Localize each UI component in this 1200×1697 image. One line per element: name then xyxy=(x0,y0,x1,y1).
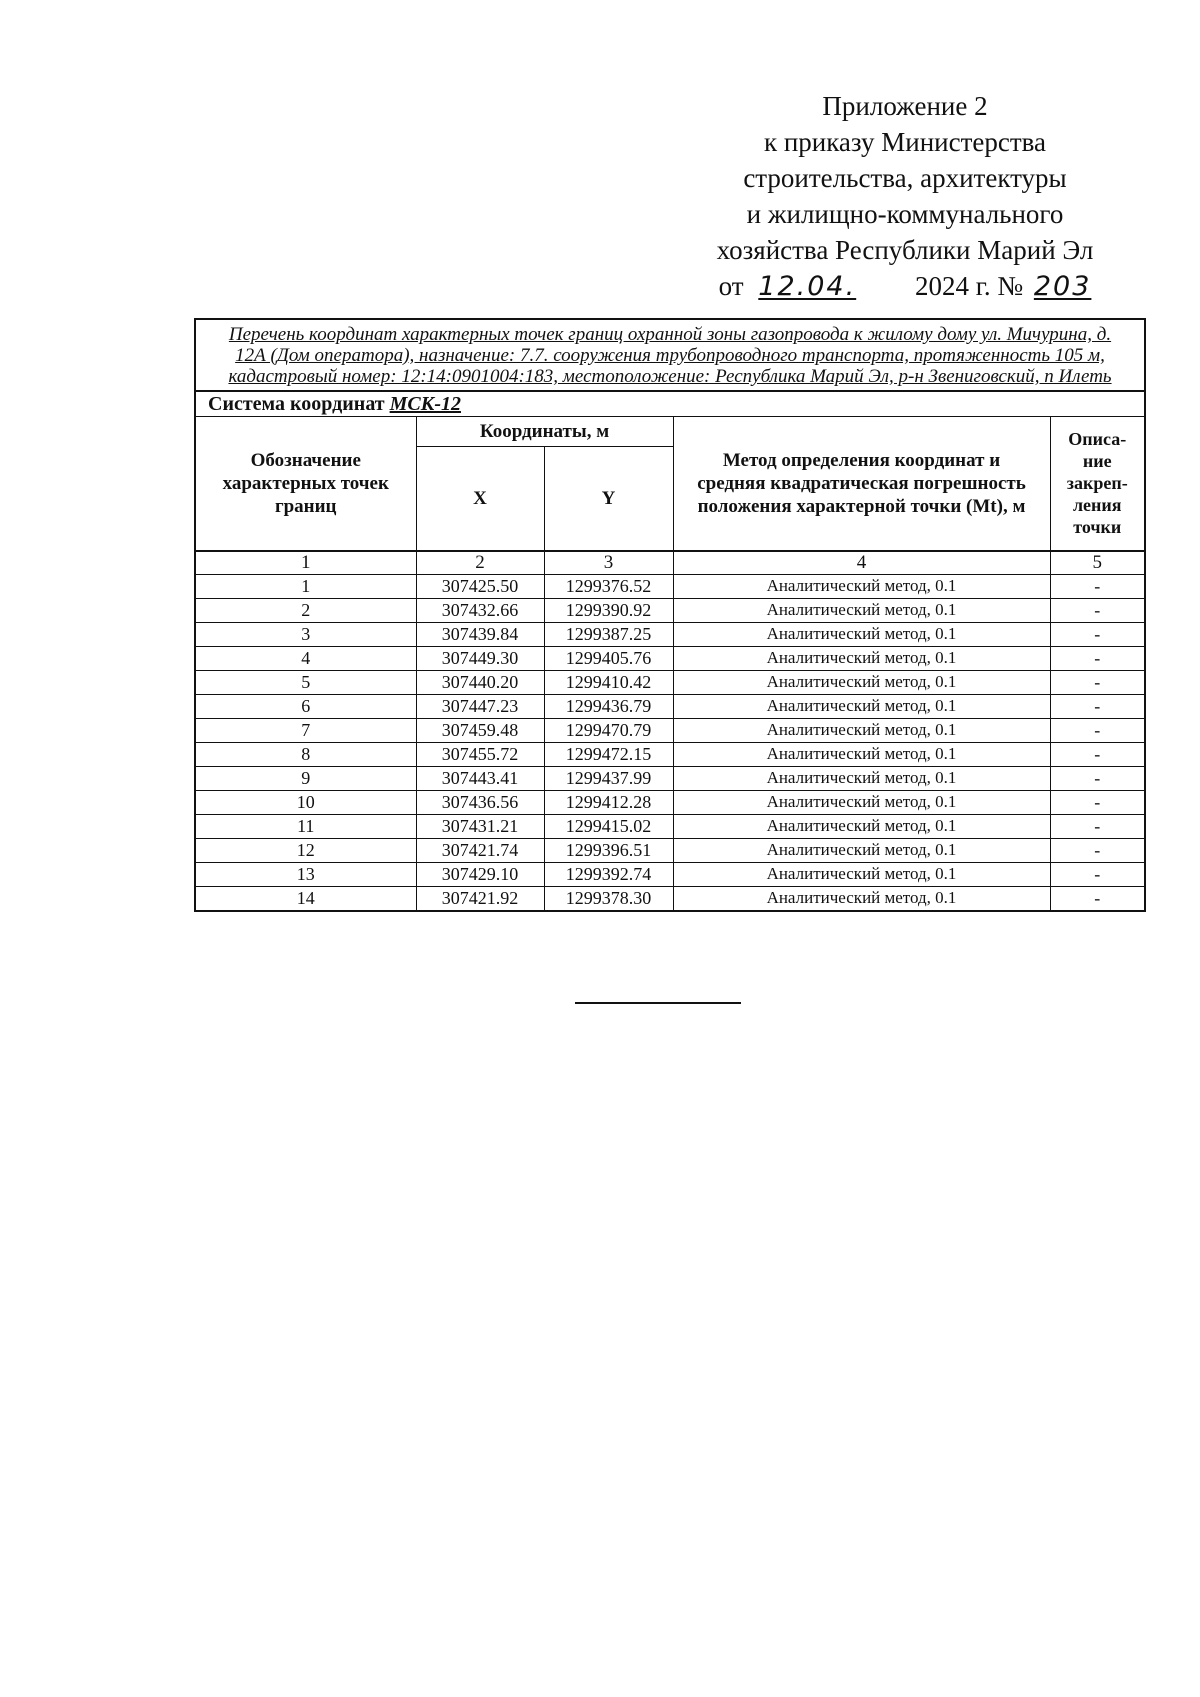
description-cell: - xyxy=(1050,838,1145,862)
description-cell: - xyxy=(1050,574,1145,598)
coordinate-system-value: МСК-12 xyxy=(389,393,461,415)
table-row xyxy=(195,574,1145,598)
x-coordinate-cell: 307455.72 xyxy=(416,742,544,766)
point-number-cell: 7 xyxy=(195,718,416,742)
header-coordinates: Координаты, м xyxy=(416,417,673,447)
y-coordinate-cell: 1299410.42 xyxy=(544,670,673,694)
table-row xyxy=(195,718,1145,742)
x-coordinate-cell: 307443.41 xyxy=(416,766,544,790)
coordinate-system xyxy=(195,391,1145,417)
y-coordinate-cell: 1299390.92 xyxy=(544,598,673,622)
method-cell: Аналитический метод, 0.1 xyxy=(673,814,1050,838)
x-coordinate-cell: 307432.66 xyxy=(416,598,544,622)
column-number: 4 xyxy=(673,551,1050,575)
point-number-cell: 4 xyxy=(195,646,416,670)
y-coordinate-cell: 1299387.25 xyxy=(544,622,673,646)
coordinate-system-label: Система координат xyxy=(208,393,385,415)
x-coordinate-cell: 307449.30 xyxy=(416,646,544,670)
description-cell: - xyxy=(1050,718,1145,742)
method-cell: Аналитический метод, 0.1 xyxy=(673,694,1050,718)
method-cell: Аналитический метод, 0.1 xyxy=(673,838,1050,862)
x-coordinate-cell: 307421.92 xyxy=(416,886,544,911)
point-number-cell: 6 xyxy=(195,694,416,718)
method-cell: Аналитический метод, 0.1 xyxy=(673,598,1050,622)
handwritten-date: 12.04. xyxy=(758,271,857,302)
column-number: 5 xyxy=(1050,551,1145,575)
column-number: 3 xyxy=(544,551,673,575)
header-method: Метод определения координат и средняя квадратическая погрешность положения характерной точки (Mt), м xyxy=(673,417,1050,551)
table-row xyxy=(195,670,1145,694)
y-coordinate-cell: 1299472.15 xyxy=(544,742,673,766)
y-coordinate-cell: 1299437.99 xyxy=(544,766,673,790)
appendix-ministry-line-1: строительства, архитектуры xyxy=(743,163,1067,193)
description-cell: - xyxy=(1050,766,1145,790)
point-number-cell: 2 xyxy=(195,598,416,622)
method-cell: Аналитический метод, 0.1 xyxy=(673,646,1050,670)
appendix-ministry-line-2: и жилищно-коммунального xyxy=(746,199,1064,229)
y-coordinate-cell: 1299415.02 xyxy=(544,814,673,838)
table-row xyxy=(195,838,1145,862)
point-number-cell: 12 xyxy=(195,838,416,862)
x-coordinate-cell: 307429.10 xyxy=(416,862,544,886)
method-cell: Аналитический метод, 0.1 xyxy=(673,742,1050,766)
point-number-cell: 10 xyxy=(195,790,416,814)
header-designation: Обозначение характерных точек границ xyxy=(195,417,416,551)
description-cell: - xyxy=(1050,862,1145,886)
x-coordinate-cell: 307459.48 xyxy=(416,718,544,742)
table-caption: Перечень координат характерных точек границ охранной зоны газопровода к жилому дому ул. Мичурина, д. 12А (Дом оператора), назначение: 7.7. сооружения трубопроводного транспорта, протяженность 105 м, кадастровый номер: 12:14:0901004:183, местоположение: Республика Марий Эл, р-н Звениговский, п Илеть xyxy=(195,319,1145,391)
x-coordinate-cell: 307447.23 xyxy=(416,694,544,718)
point-number-cell: 11 xyxy=(195,814,416,838)
column-number: 1 xyxy=(195,551,416,575)
x-coordinate-cell: 307431.21 xyxy=(416,814,544,838)
table-row xyxy=(195,646,1145,670)
x-coordinate-cell: 307425.50 xyxy=(416,574,544,598)
y-coordinate-cell: 1299470.79 xyxy=(544,718,673,742)
y-coordinate-cell: 1299376.52 xyxy=(544,574,673,598)
point-number-cell: 5 xyxy=(195,670,416,694)
description-cell: - xyxy=(1050,742,1145,766)
table-row xyxy=(195,622,1145,646)
method-cell: Аналитический метод, 0.1 xyxy=(673,886,1050,911)
point-number-cell: 1 xyxy=(195,574,416,598)
table-row xyxy=(195,598,1145,622)
table-row xyxy=(195,814,1145,838)
description-cell: - xyxy=(1050,814,1145,838)
y-coordinate-cell: 1299405.76 xyxy=(544,646,673,670)
table-row xyxy=(195,886,1145,911)
year-and-number-label: 2024 г. № xyxy=(915,271,1024,301)
point-number-cell: 9 xyxy=(195,766,416,790)
header-x: X xyxy=(416,447,544,551)
date-prefix: от xyxy=(718,271,744,301)
y-coordinate-cell: 1299396.51 xyxy=(544,838,673,862)
x-coordinate-cell: 307440.20 xyxy=(416,670,544,694)
y-coordinate-cell: 1299378.30 xyxy=(544,886,673,911)
handwritten-order-number: 203 xyxy=(1033,271,1092,302)
y-coordinate-cell: 1299392.74 xyxy=(544,862,673,886)
table-row xyxy=(195,766,1145,790)
method-cell: Аналитический метод, 0.1 xyxy=(673,766,1050,790)
description-cell: - xyxy=(1050,646,1145,670)
coordinates-table xyxy=(194,318,1146,912)
method-cell: Аналитический метод, 0.1 xyxy=(673,670,1050,694)
y-coordinate-cell: 1299436.79 xyxy=(544,694,673,718)
description-cell: - xyxy=(1050,622,1145,646)
description-cell: - xyxy=(1050,670,1145,694)
point-number-cell: 8 xyxy=(195,742,416,766)
point-number-cell: 3 xyxy=(195,622,416,646)
description-cell: - xyxy=(1050,790,1145,814)
method-cell: Аналитический метод, 0.1 xyxy=(673,862,1050,886)
point-number-cell: 13 xyxy=(195,862,416,886)
appendix-date-line xyxy=(670,268,1140,305)
appendix-order-line: к приказу Министерства xyxy=(763,127,1047,157)
appendix-title: Приложение 2 xyxy=(822,91,988,121)
appendix-header xyxy=(670,88,1140,305)
header-y: Y xyxy=(544,447,673,551)
x-coordinate-cell: 307436.56 xyxy=(416,790,544,814)
y-coordinate-cell: 1299412.28 xyxy=(544,790,673,814)
table-row xyxy=(195,742,1145,766)
header-description: Описа- ние закреп- ления точки xyxy=(1050,417,1145,551)
x-coordinate-cell: 307439.84 xyxy=(416,622,544,646)
column-number: 2 xyxy=(416,551,544,575)
method-cell: Аналитический метод, 0.1 xyxy=(673,790,1050,814)
end-of-document-rule xyxy=(575,1002,741,1004)
description-cell: - xyxy=(1050,598,1145,622)
table-row xyxy=(195,790,1145,814)
method-cell: Аналитический метод, 0.1 xyxy=(673,574,1050,598)
appendix-ministry-line-3: хозяйства Республики Марий Эл xyxy=(716,235,1094,265)
point-number-cell: 14 xyxy=(195,886,416,911)
column-number-row xyxy=(195,551,1145,575)
table-row xyxy=(195,862,1145,886)
table-row xyxy=(195,694,1145,718)
description-cell: - xyxy=(1050,694,1145,718)
method-cell: Аналитический метод, 0.1 xyxy=(673,622,1050,646)
description-cell: - xyxy=(1050,886,1145,911)
x-coordinate-cell: 307421.74 xyxy=(416,838,544,862)
method-cell: Аналитический метод, 0.1 xyxy=(673,718,1050,742)
